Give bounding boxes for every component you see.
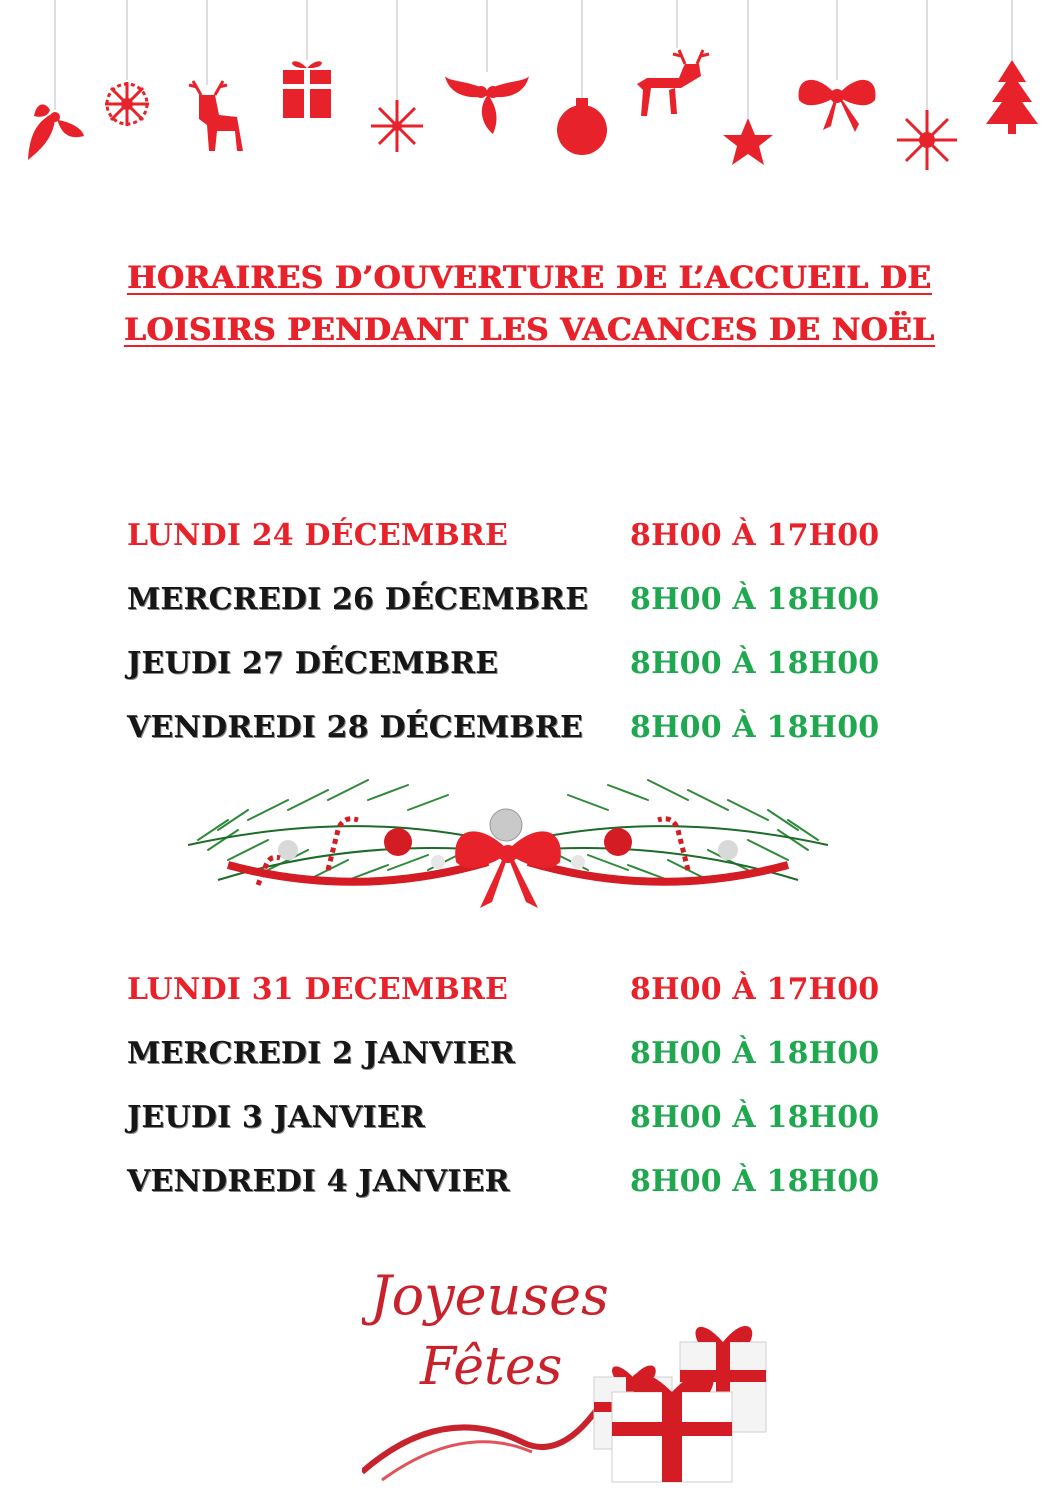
schedule-row: [127, 706, 887, 754]
schedule-row: [127, 1096, 887, 1144]
schedule-hours: 8H00 À 18H00: [630, 1100, 880, 1135]
schedule-row: [127, 578, 887, 626]
schedule-day: MERCREDI 26 DÉCEMBRE: [127, 582, 589, 617]
schedule-day: JEUDI 3 JANVIER: [127, 1100, 426, 1135]
schedule-row: [127, 968, 887, 1016]
schedule-day: VENDREDI 4 JANVIER: [127, 1164, 510, 1199]
gift-boxes-icon: [594, 1326, 766, 1482]
bow-icon: [799, 80, 876, 132]
schedule-hours: 8H00 À 18H00: [630, 646, 880, 681]
bauble-icon: [557, 98, 607, 155]
reindeer-icon: [637, 50, 709, 116]
schedule-row: [127, 1160, 887, 1208]
snowflake-icon: [371, 100, 423, 152]
tree-icon: [986, 60, 1038, 134]
schedule-row: [127, 642, 887, 690]
christmas-garland-image: [188, 770, 828, 920]
greeting-word-1: Joyeuses: [370, 1264, 609, 1327]
schedule-day: JEUDI 27 DÉCEMBRE: [127, 646, 499, 681]
schedule-hours: 8H00 À 18H00: [630, 710, 880, 745]
snowflake-icon: [105, 82, 149, 126]
hanging-ornaments: [0, 0, 1058, 190]
schedule-hours: 8H00 À 17H00: [630, 972, 880, 1007]
schedule-day: MERCREDI 2 JANVIER: [127, 1036, 516, 1071]
joyeuses-fetes-image: [362, 1252, 768, 1484]
greeting-word-2: Fêtes: [420, 1337, 563, 1397]
schedule-row: [127, 1032, 887, 1080]
holly-icon: [445, 76, 529, 134]
schedule-hours: 8H00 À 17H00: [630, 518, 880, 553]
schedule-hours: 8H00 À 18H00: [630, 1036, 880, 1071]
schedule-row: [127, 514, 887, 562]
star-icon: [723, 118, 773, 165]
page-title-line-1: HORAIRES D’OUVERTURE DE L’ACCUEIL DE: [126, 260, 932, 296]
schedule-day: LUNDI 24 DÉCEMBRE: [127, 518, 509, 553]
schedule-day: VENDREDI 28 DÉCEMBRE: [127, 710, 584, 745]
gift-icon: [283, 61, 331, 118]
schedule-hours: 8H00 À 18H00: [630, 1164, 880, 1199]
page-title-line-2: LOISIRS PENDANT LES VACANCES DE NOËL: [123, 312, 935, 348]
reindeer-icon: [189, 81, 243, 151]
snowflake-icon: [897, 110, 957, 170]
schedule-day: LUNDI 31 DECEMBRE: [127, 972, 509, 1007]
schedule-hours: 8H00 À 18H00: [630, 582, 880, 617]
holly-icon: [28, 104, 84, 160]
